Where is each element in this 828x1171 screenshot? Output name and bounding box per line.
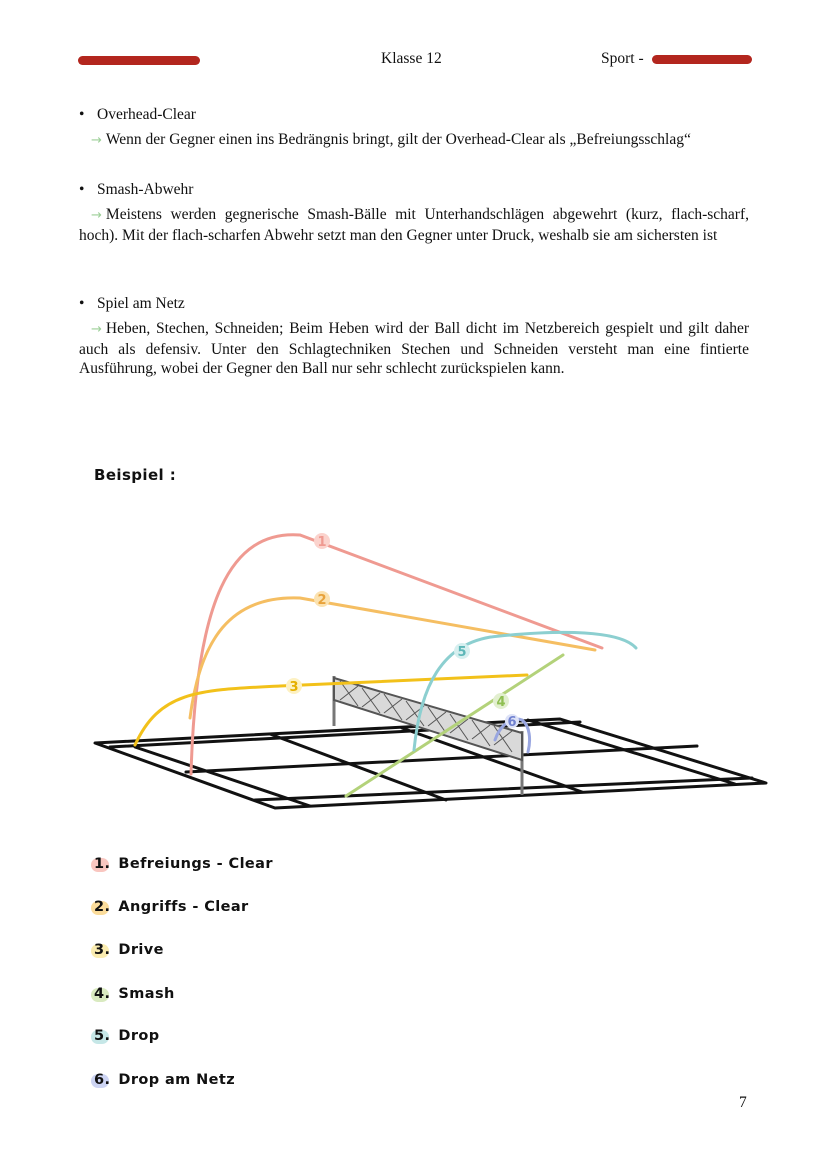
legend-item: 2. Angriffs - Clear — [94, 899, 249, 921]
shot-trajectories — [135, 535, 636, 796]
arrow-icon: → — [91, 133, 102, 148]
net — [334, 676, 522, 795]
section-smash-abwehr-text: → Meistens werden gegnerische Smash-Bälle mit Unterhandschlägen abgewehrt (kurz, flach-scharf, hoch). Mit der flach-scharfen Abwehr setzt man den Gegner unter Druck, weshalb sie am sichersten ist — [79, 206, 749, 244]
arrow-icon: → — [91, 322, 102, 337]
section-overhead-clear-text: → Wenn der Gegner einen ins Bedrängnis bringt, gilt der Overhead-Clear als „Befreiungsschlag“ — [91, 131, 691, 148]
marker-label: 3 — [289, 680, 299, 695]
marker-label: 6 — [507, 715, 517, 730]
arrow-icon: → — [91, 208, 102, 223]
legend-item: 1. Befreiungs - Clear — [94, 856, 273, 878]
court-line — [135, 747, 310, 806]
section-overhead-clear-title: • Overhead-Clear — [79, 106, 196, 123]
legend-item: 3. Drive — [94, 942, 164, 964]
page-number: 7 — [739, 1094, 747, 1111]
marker-label: 1 — [317, 535, 327, 550]
legend-item: 4. Smash — [94, 986, 175, 1008]
legend-item: 5. Drop — [94, 1028, 160, 1050]
header-subject: Sport - — [601, 50, 644, 67]
section-spiel-am-netz-text: → Heben, Stechen, Schneiden; Beim Heben wird der Ball dicht im Netzbereich gespielt und gilt daher auch als defensiv. Unter den Schlagtechniken Stechen und Schneiden versteht man eine fintierte Ausführung, wobei der Gegner den Ball nur sehr schlecht zurückspielen kann. — [79, 320, 749, 378]
marker-label: 4 — [496, 695, 506, 710]
legend-item: 6. Drop am Netz — [94, 1072, 235, 1094]
court-lines — [95, 719, 766, 808]
header-class: Klasse 12 — [381, 50, 442, 67]
marker-label: 2 — [317, 593, 327, 608]
section-smash-abwehr-title: • Smash-Abwehr — [79, 181, 194, 198]
marker-label: 5 — [457, 645, 467, 660]
section-spiel-am-netz-title: • Spiel am Netz — [79, 295, 185, 312]
court-line — [186, 746, 697, 772]
diagram-heading: Beispiel : — [94, 466, 177, 484]
